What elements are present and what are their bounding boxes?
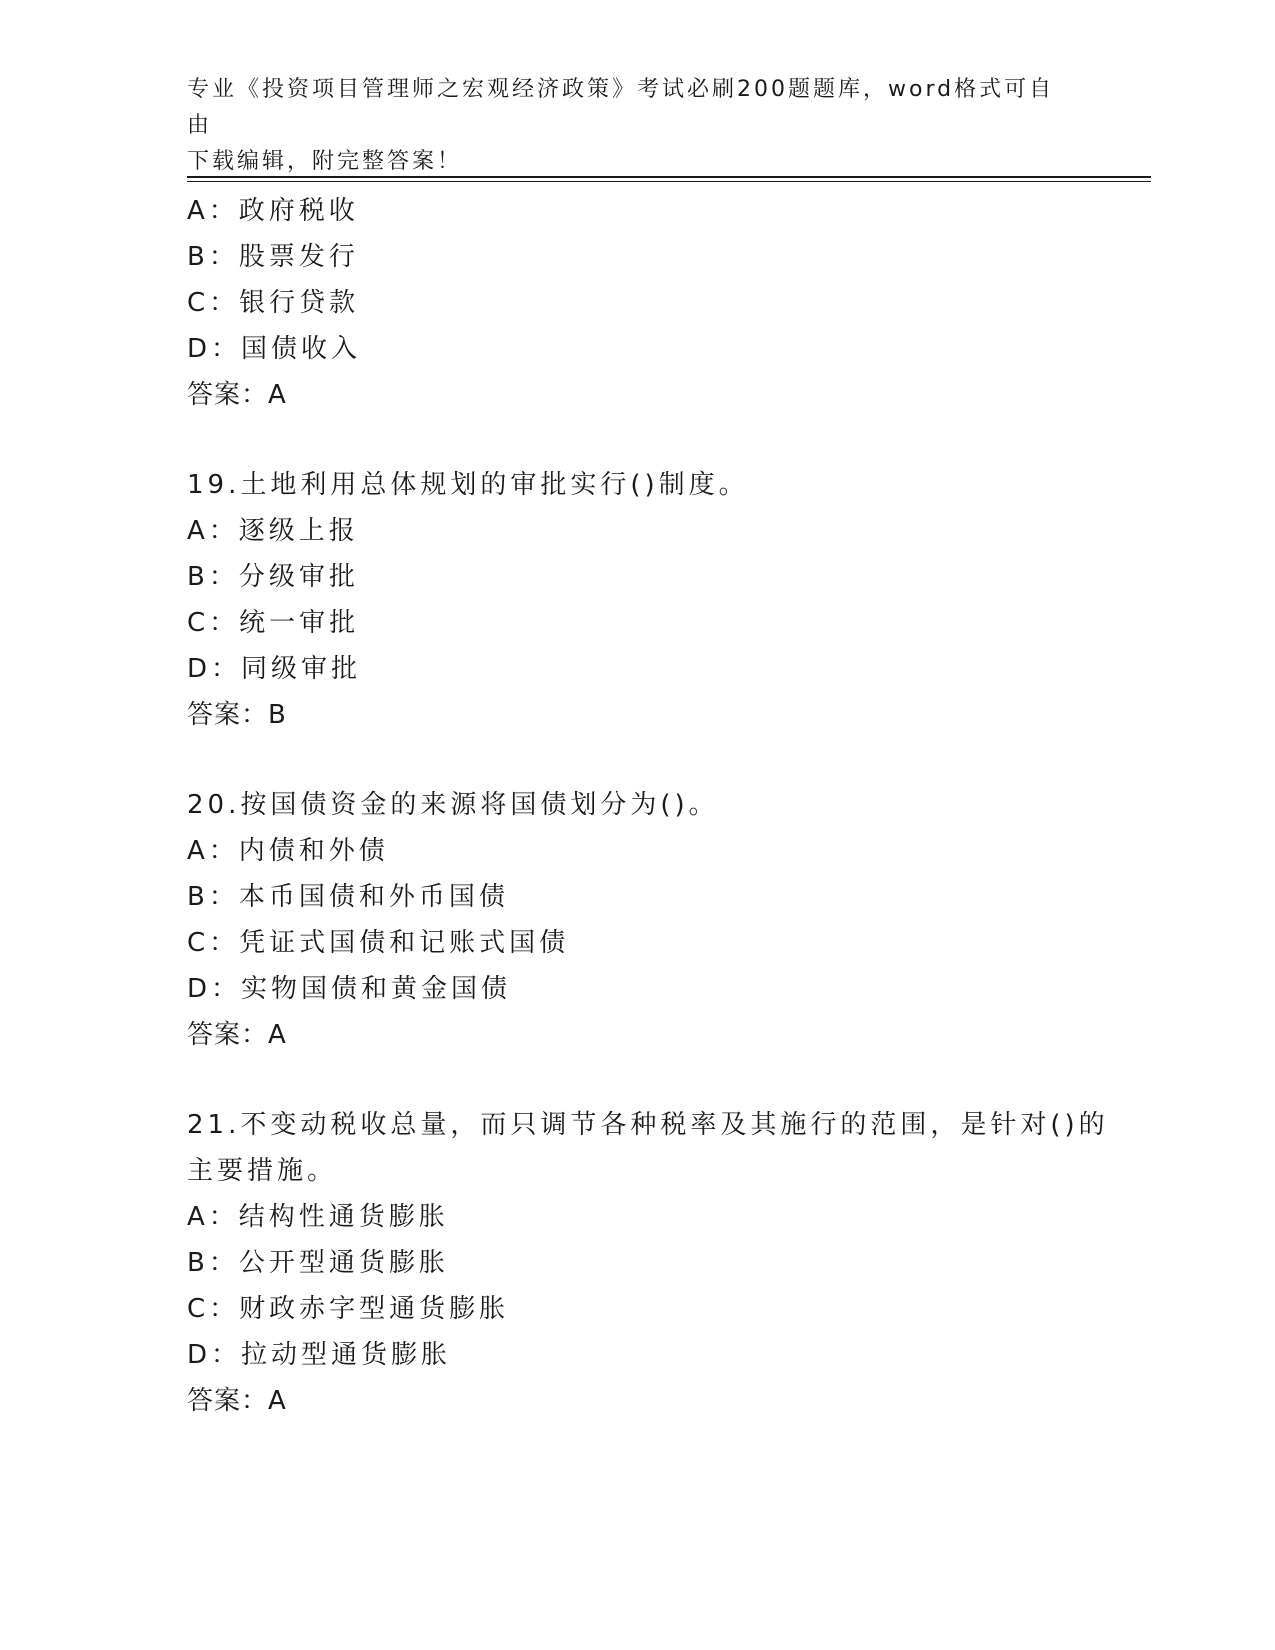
question-list [187, 188, 1109, 1424]
option-a: A：内债和外债 [187, 836, 389, 866]
option-d: D：同级审批 [187, 654, 362, 684]
option-d: D：拉动型通货膨胀 [187, 1340, 452, 1370]
header-line-2: 下载编辑，附完整答案！ [187, 149, 463, 174]
question-text-line-2: 主要措施。 [187, 1156, 338, 1186]
answer-line: 答案：A [187, 1386, 287, 1416]
question-18-block [187, 188, 1087, 418]
question-20-block [187, 782, 1087, 1058]
header-line-1: 专业《投资项目管理师之宏观经济政策》考试必刷200题题库，word格式可自由 [187, 77, 1055, 138]
option-b: B：股票发行 [187, 242, 359, 272]
spacer [187, 738, 1087, 782]
option-d: D：实物国债和黄金国债 [187, 974, 512, 1004]
answer-line: 答案：B [187, 700, 287, 730]
question-text-line-1: 21.不变动税收总量，而只调节各种税率及其施行的范围，是针对()的 [187, 1110, 1109, 1140]
option-a: A：逐级上报 [187, 516, 359, 546]
header-divider-thin [187, 181, 1151, 182]
document-header [187, 72, 1067, 180]
answer-line: 答案：A [187, 1020, 287, 1050]
header-divider [187, 176, 1151, 178]
question-19-block [187, 462, 1087, 738]
option-d: D：国债收入 [187, 334, 362, 364]
option-b: B：公开型通货膨胀 [187, 1248, 449, 1278]
option-c: C：财政赤字型通货膨胀 [187, 1294, 510, 1324]
answer-line: 答案：A [187, 380, 287, 410]
question-text: 20.按国债资金的来源将国债划分为()。 [187, 790, 719, 820]
spacer [187, 1058, 1087, 1102]
spacer [187, 418, 1087, 462]
option-c: C：统一审批 [187, 608, 360, 638]
question-text: 19.土地利用总体规划的审批实行()制度。 [187, 470, 749, 500]
option-b: B：分级审批 [187, 562, 359, 592]
option-c: C：银行贷款 [187, 288, 360, 318]
option-b: B：本币国债和外币国债 [187, 882, 509, 912]
option-c: C：凭证式国债和记账式国债 [187, 928, 570, 958]
option-a: A：政府税收 [187, 196, 359, 226]
option-a: A：结构性通货膨胀 [187, 1202, 449, 1232]
question-21-block [187, 1102, 1109, 1424]
